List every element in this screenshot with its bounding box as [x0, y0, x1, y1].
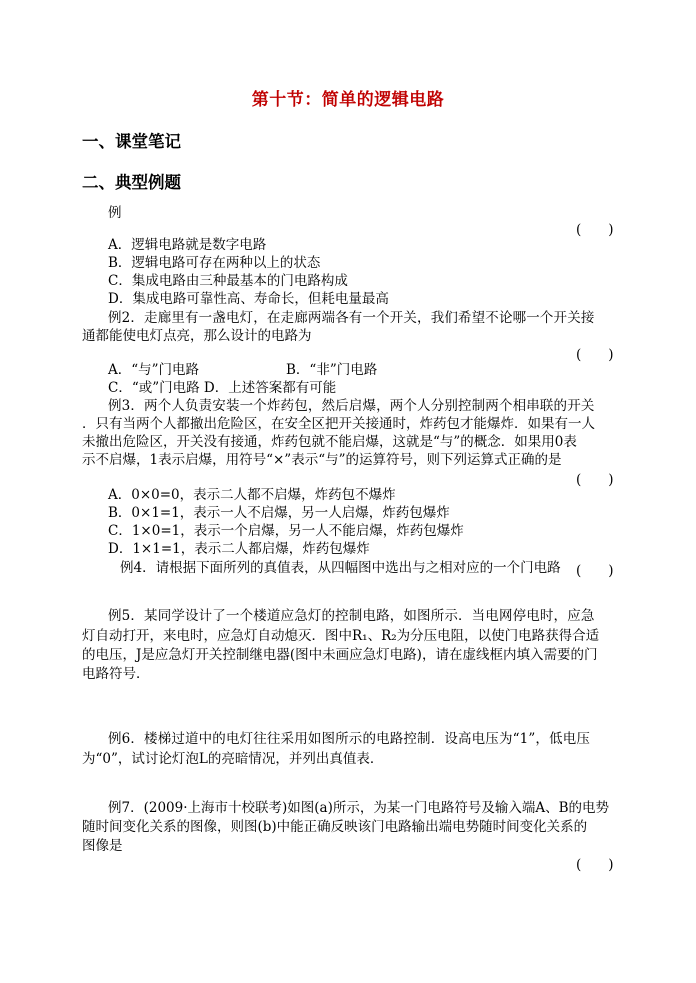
example-3-answer-blank: ( ): [576, 472, 614, 488]
example-6-text-line-2: 为“0”，试讨论灯泡L的亮暗情况，并列出真值表．: [82, 751, 384, 767]
example-2-option-a: A．“与”门电路: [108, 362, 200, 378]
example-3-text-line-3: 未撤出危险区，开关没有接通，炸药包就不能启爆，这就是“与”的概念．如果用0表: [82, 434, 577, 450]
example-7-text-line-3: 图像是: [82, 838, 123, 854]
example-4-answer-blank: ( ): [576, 563, 614, 579]
example-2-option-b: B．“非”门电路: [286, 362, 378, 378]
example-7-answer-blank: ( ): [576, 857, 614, 873]
example-2-text-line-1: 例2．走廊里有一盏电灯，在走廊两端各有一个开关，我们希望不论哪一个开关接: [108, 310, 595, 326]
example-5-text-line-4: 电路符号．: [82, 666, 150, 682]
example-3-text-line-2: ．只有当两个人都撤出危险区，在安全区把开关接通时，炸药包才能爆炸．如果有一人: [82, 416, 595, 432]
example-5-text-line-3: 的电压，J是应急灯开关控制继电器(图中未画应急灯电路)，请在虚线框内填入需要的门: [82, 647, 598, 663]
example-6-text-line-1: 例6．楼梯过道中的电灯往往采用如图所示的电路控制．设高电压为“1”，低电压: [108, 731, 591, 747]
example-1-option-d: D．集成电路可靠性高、寿命长，但耗电量最高: [108, 291, 389, 307]
section-heading-notes: 一、课堂笔记: [82, 132, 181, 151]
example-3-option-b: B．0×1=1，表示一人不启爆，另一人启爆，炸药包爆炸: [108, 505, 450, 521]
example-3-option-c: C．1×0=1，表示一个启爆，另一人不能启爆，炸药包爆炸: [108, 523, 464, 539]
example-2-text-line-2: 通都能使电灯点亮，那么设计的电路为: [82, 328, 312, 344]
example-3-text-line-1: 例3．两个人负责安装一个炸药包，然后启爆，两个人分别控制两个相串联的开关: [108, 398, 595, 414]
example-2-option-cd: C．“或”门电路 D．上述答案都有可能: [108, 380, 337, 396]
example-7-text-line-1: 例7．(2009·上海市十校联考)如图(a)所示，为某一门电路符号及输入端A、B的电势: [108, 800, 610, 816]
example-7-text-line-2: 随时间变化关系的图像，则图(b)中能正确反映该门电路输出端电势随时间变化关系的: [82, 819, 588, 835]
example-3-option-a: A．0×0=0，表示二人都不启爆，炸药包不爆炸: [108, 487, 396, 503]
example-2-answer-blank: ( ): [576, 347, 614, 363]
example-1-answer-blank: ( ): [576, 222, 614, 238]
example-1-label: 例: [108, 205, 122, 221]
example-1-option-b: B．逻辑电路可存在两种以上的状态: [108, 255, 321, 271]
example-4-text: 例4．请根据下面所列的真值表，从四幅图中选出与之相对应的一个门电路: [120, 560, 561, 576]
example-1-option-a: A．逻辑电路就是数字电路: [108, 237, 267, 253]
example-5-text-line-1: 例5．某同学设计了一个楼道应急灯的控制电路，如图所示．当电网停电时，应急: [108, 608, 595, 624]
example-3-text-line-4: 示不启爆，1表示启爆，用符号“×”表示“与”的运算符号，则下列运算式正确的是: [82, 452, 562, 468]
example-5-text-line-2: 灯自动打开，来电时，应急灯自动熄灭．图中R₁、R₂为分压电阻，以使门电路获得合适: [82, 628, 600, 644]
example-1-option-c: C．集成电路由三种最基本的门电路构成: [108, 273, 348, 289]
example-3-option-d: D．1×1=1，表示二人都启爆，炸药包爆炸: [108, 541, 370, 557]
section-heading-examples: 二、典型例题: [82, 173, 181, 192]
page-title: 第十节：简单的逻辑电路: [251, 90, 445, 110]
